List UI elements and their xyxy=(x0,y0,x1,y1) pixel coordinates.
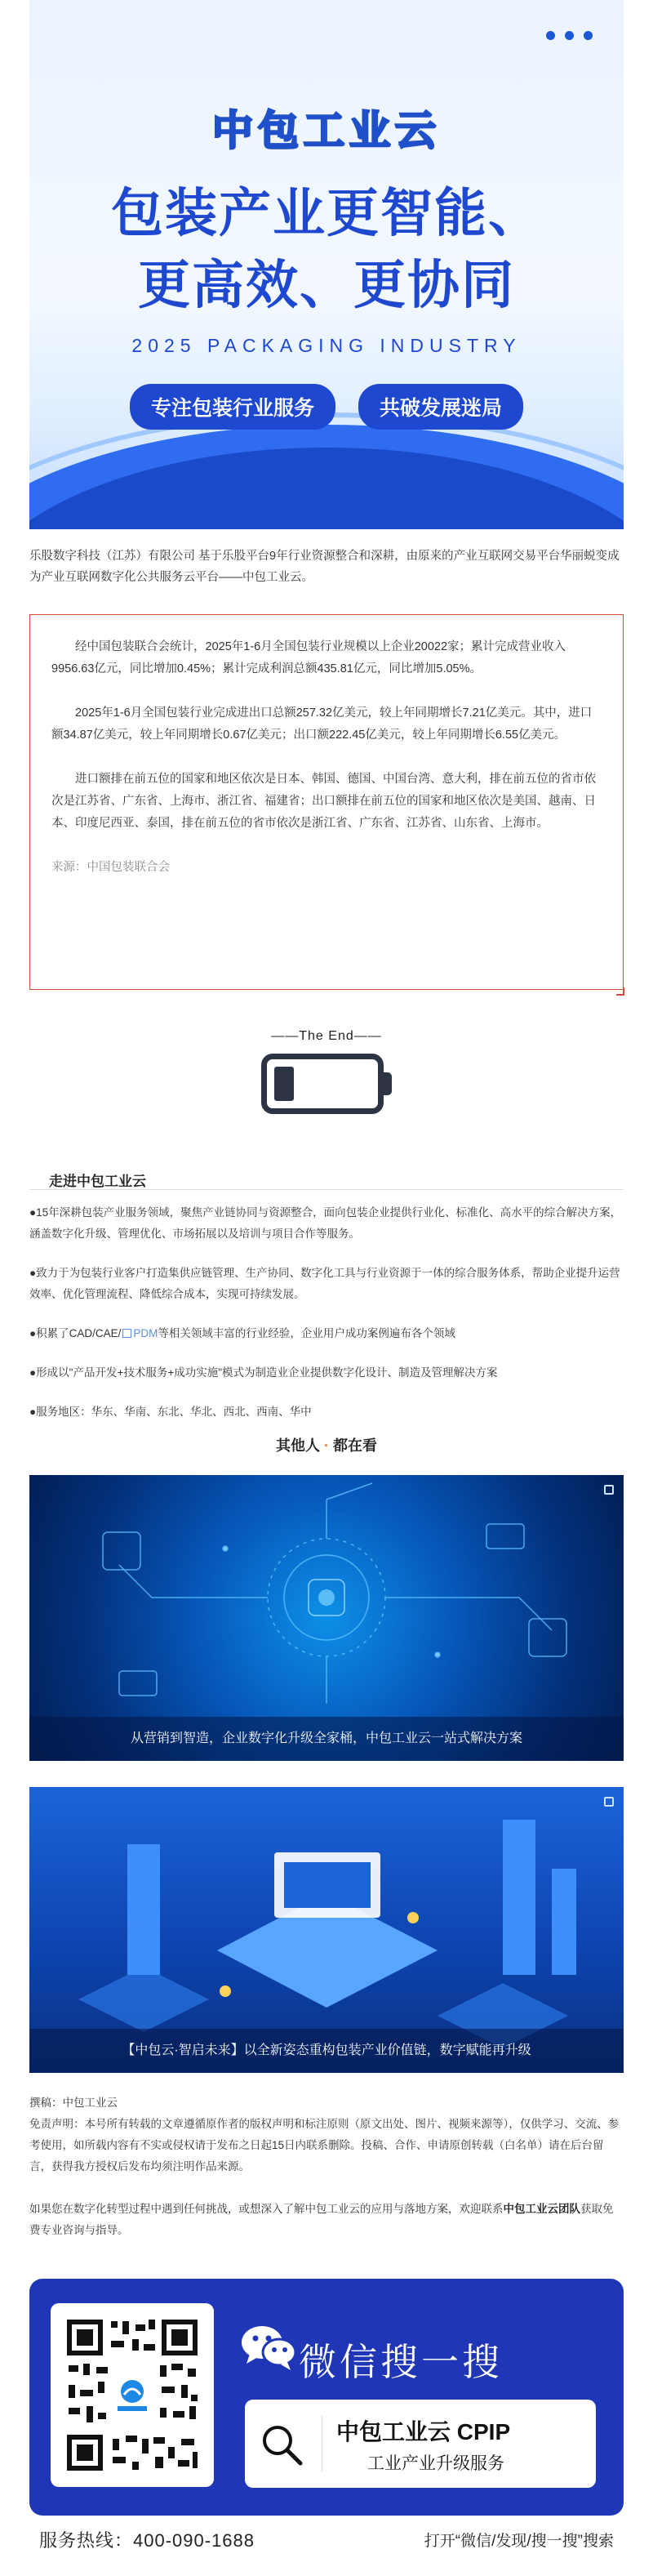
search-tip: 打开“微信/发现/搜一搜”搜索 xyxy=(424,2533,614,2550)
headline xyxy=(29,178,624,322)
wechat-search-title: 微信搜一搜 xyxy=(299,2340,503,2384)
report-paragraph-3: 进口额排在前五位的国家和地区依次是日本、韩国、德国、中国台湾、意大利，排在前五位的省市依次是江苏省、广东省、上海市、浙江省、福建省；出口额排在前五位的国家和地区依次是美国、越南、日本、印度尼西亚、泰国，排在前五位的省市依次是浙江省、广东省、江苏省、山东省、上海市。 xyxy=(51,773,596,830)
pill-development: 共破发展迷局 xyxy=(358,384,523,430)
contact-text xyxy=(29,2199,624,2241)
qr-code-icon xyxy=(64,2316,201,2474)
contact-team-name: 中包工业云团队 xyxy=(503,2203,580,2215)
hero-pills xyxy=(29,384,624,430)
video-icon xyxy=(604,1797,614,1807)
others-title-post: 都在看 xyxy=(333,1437,378,1454)
about-item: ●服务地区：华东、华南、东北、华北、西北、西南、华中 xyxy=(29,1406,312,1418)
pill-service: 专注包装行业服务 xyxy=(130,384,335,430)
about-item xyxy=(29,1323,624,1344)
contact-text-pre: 如果您在数字化转型过程中遇到任何挑战，或想深入了解中包工业云的应用与落地方案，欢迎联系 xyxy=(29,2203,504,2215)
about-item-text: ●积累了CAD/CAE/ xyxy=(29,1327,122,1339)
contact-text-post: 获取免费专业咨询与指导。 xyxy=(29,2203,614,2236)
others-title-pre: 其他人 xyxy=(275,1437,320,1454)
headline-line-2: 更高效、更协同 xyxy=(138,256,515,316)
about-item: ●15年深耕包装产业服务领域，聚焦产业链协同与资源整合，面向包装企业提供行业化、标准化、高水平的综合解决方案，涵盖数字化升级、管理优化、市场拓展以及培训与项目合作等服务。 xyxy=(29,1206,622,1240)
about-item: ●形成以"产品开发+技术服务+成功实施"模式为制造业企业提供数字化设计、制造及管理解决方案 xyxy=(29,1366,498,1379)
wechat-search-banner xyxy=(29,2279,624,2516)
report-box xyxy=(29,614,624,990)
service-hotline: 服务热线：400-090-1688 xyxy=(39,2530,255,2551)
search-account-name: 中包工业云 CPIP xyxy=(336,2419,511,2445)
divider xyxy=(29,1189,624,1190)
battery-tip xyxy=(384,1072,392,1095)
report-paragraph-2: 2025年1-6月全国包装行业完成进出口总额257.32亿美元，较上年同期增长7.21亿美元。其中，进口额34.87亿美元，较上年同期增长0.67亿美元；出口额222.45亿美元，较上年同期增长6.55亿美元。 xyxy=(51,706,593,742)
brand-title: 中包工业云 xyxy=(212,107,441,154)
disclaimer: 免责声明：本号所有转载的文章遵循原作者的版权声明和标注原则（原文出处、图片、视频来源等），仅供学习、交流、参考使用，如所载内容有不实或侵权请于发布之日起15日内联系删除。投稿、合作、申请原创转载（白名单）请在后台留言，获得我方授权后发布均须注明作品来源。 xyxy=(29,2118,620,2173)
editor-section xyxy=(29,2092,624,2241)
search-account-subtitle: 工业产业升级服务 xyxy=(367,2454,504,2473)
hero-banner xyxy=(29,0,624,529)
article-card-2-caption: 【中包云·智启未来】以全新姿态重构包装产业价值链，数字赋能再升级 xyxy=(29,2029,624,2073)
pdm-link[interactable]: PDM xyxy=(133,1327,158,1339)
headline-subline: 2025 PACKAGING INDUSTRY xyxy=(131,335,522,356)
editor-line: 撰稿：中包工业云 xyxy=(29,2097,118,2109)
article-card-1[interactable] xyxy=(29,1475,624,1761)
wechat-search-box[interactable] xyxy=(245,2400,596,2488)
others-title-dot: · xyxy=(324,1437,329,1454)
article-card-1-caption: 从营销到智造，企业数字化升级全家桶，中包工业云一站式解决方案 xyxy=(29,1717,624,1761)
article-card-2[interactable] xyxy=(29,1787,624,2073)
about-list xyxy=(29,1202,624,1441)
qr-code[interactable] xyxy=(51,2303,214,2487)
corner-mark xyxy=(616,987,624,996)
headline-line-1: 包装产业更智能、 xyxy=(111,184,542,244)
wechat-icon xyxy=(240,2323,297,2372)
intro-paragraph: 乐股数字科技（江苏）有限公司 基于乐股平台9年行业资源整合和深耕，由原来的产业互联网交易平台华丽蜕变成为产业互联网数字化公共服务云平台——中包工业云。 xyxy=(29,550,620,584)
the-end-label: ——The End—— xyxy=(271,1029,382,1043)
battery-icon xyxy=(261,1054,384,1114)
about-item: ●致力于为包装行业客户打造集供应链管理、生产协同、数字化工具与行业资源于一体的综合服务体系，帮助企业提升运营效率、优化管理流程、降低综合成本，实现可持续发展。 xyxy=(29,1267,620,1300)
about-title: 走进中包工业云 xyxy=(49,1174,146,1189)
pdm-icon xyxy=(122,1329,131,1338)
more-icon[interactable] xyxy=(546,31,593,40)
video-icon xyxy=(604,1485,614,1495)
about-item-text: 等相关领域丰富的行业经验，企业用户成功案例遍布各个领域 xyxy=(158,1327,455,1339)
report-source: 来源：中国包装联合会 xyxy=(51,861,170,874)
others-title xyxy=(0,1434,653,1455)
search-icon xyxy=(260,2422,304,2467)
report-paragraph-1: 经中国包装联合会统计，2025年1-6月全国包装行业规模以上企业20022家；累计完成营业收入9956.63亿元，同比增加0.45%；累计完成利润总额435.81亿元，同比增加5.05%。 xyxy=(51,640,566,675)
